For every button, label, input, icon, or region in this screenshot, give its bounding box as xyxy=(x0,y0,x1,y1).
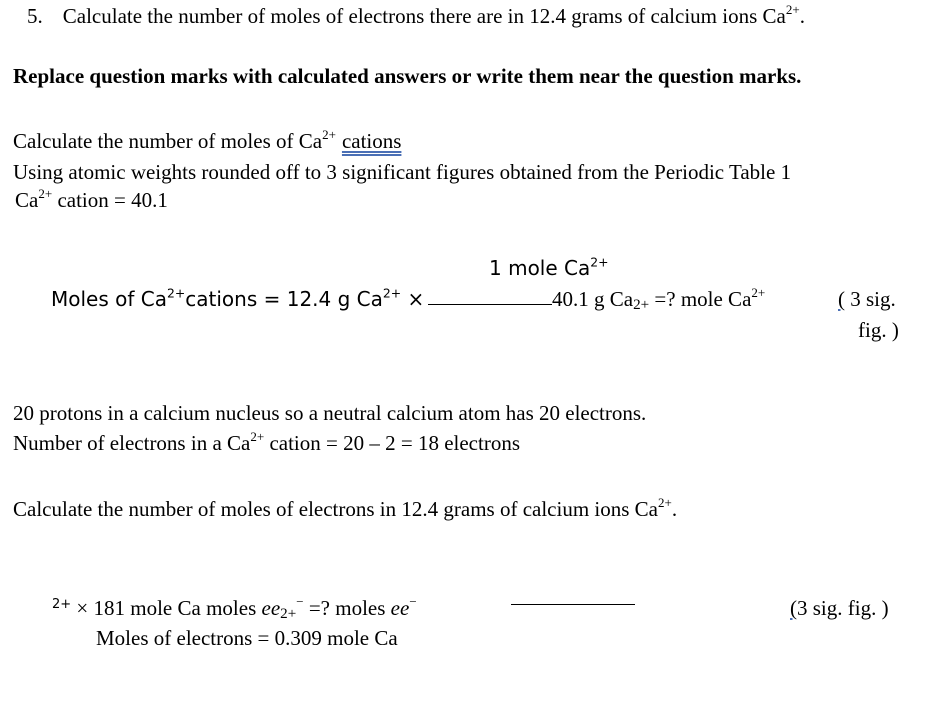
equation1-numerator xyxy=(489,256,609,280)
sig-fig-1-line2: fig. ) xyxy=(858,318,899,342)
question-text: Calculate the number of moles of electrons there are in 12.4 grams of calcium ions Ca xyxy=(62,4,786,28)
section1-line3-sup: 2+ xyxy=(38,185,53,201)
question-number: 5. xyxy=(27,4,43,28)
fraction-bar-2 xyxy=(511,604,635,605)
equation2-line1 xyxy=(52,593,417,622)
equation2-line2: Moles of electrons = 0.309 mole Ca xyxy=(96,626,398,650)
eq2-minus2: − xyxy=(409,593,417,609)
equation1-lhs xyxy=(51,287,424,311)
result-text: =? mole Ca xyxy=(649,287,752,311)
lhs-sup: 2+ xyxy=(167,285,186,301)
lhs-times: × xyxy=(401,287,425,311)
section1-line2: Using atomic weights rounded off to 3 significant figures obtained from the Periodic Table 1 xyxy=(13,160,792,184)
eq2-result: =? moles xyxy=(303,596,391,620)
lhs-sup2: 2+ xyxy=(382,285,402,301)
lhs-moles: Moles of Ca xyxy=(51,287,167,311)
numerator-sup: 2+ xyxy=(590,254,609,270)
question-line xyxy=(27,1,805,29)
eq2-main: × 181 mole Ca moles xyxy=(71,596,262,620)
equation1-denominator xyxy=(552,284,766,313)
section1-line1 xyxy=(13,126,402,154)
question-end: . xyxy=(799,4,805,28)
sig-fig-2 xyxy=(790,596,889,621)
section2-line1: 20 protons in a calcium nucleus so a neutral calcium atom has 20 electrons. xyxy=(13,401,647,425)
result-sup: 2+ xyxy=(751,284,766,300)
section1-line3 xyxy=(15,185,168,213)
section1-line1-text: Calculate the number of moles of Ca xyxy=(13,129,323,153)
section3-line xyxy=(13,494,678,522)
question-sup: 2+ xyxy=(785,1,800,17)
section2-line2-post: cation = 20 – 2 = 18 electrons xyxy=(264,431,520,455)
eq2-lead-sup: 2+ xyxy=(52,597,72,612)
section1-line3-ca: Ca xyxy=(15,188,39,212)
section2-line2 xyxy=(13,428,520,456)
sig-fig-1 xyxy=(820,287,896,312)
cations-link: cations xyxy=(341,129,402,153)
section3-end: . xyxy=(671,497,678,521)
sig-fig-1-text: 3 sig. xyxy=(845,287,896,311)
fraction-bar-1 xyxy=(428,304,552,305)
sig-fig-2-text: 3 sig. fig. ) xyxy=(797,596,889,620)
eq2-ital2: ee xyxy=(390,596,410,620)
eq2-sub: 2+ xyxy=(280,606,297,622)
lhs-mid: cations = 12.4 g Ca xyxy=(185,287,383,311)
section2-line2-pre: Number of electrons in a Ca xyxy=(13,431,251,455)
section3-sup: 2+ xyxy=(658,494,672,510)
section2-line2-sup: 2+ xyxy=(250,428,265,444)
sig-fig-1-open: ( xyxy=(838,287,845,311)
section1-line1-sup: 2+ xyxy=(322,126,336,142)
numerator-text: 1 mole Ca xyxy=(489,256,591,280)
eq2-minus: − xyxy=(296,593,304,609)
section3-text: Calculate the number of moles of electrons in 12.4 grams of calcium ions Ca xyxy=(13,497,658,521)
section1-line3-post: cation = 40.1 xyxy=(52,188,168,212)
sig-fig-2-open: ( xyxy=(790,596,797,620)
eq2-ital: ee xyxy=(261,596,281,620)
instruction: Replace question marks with calculated answers or write them near the question marks. xyxy=(13,64,802,88)
denominator-sub: 2+ xyxy=(633,297,650,313)
denominator-text: 40.1 g Ca xyxy=(552,287,634,311)
